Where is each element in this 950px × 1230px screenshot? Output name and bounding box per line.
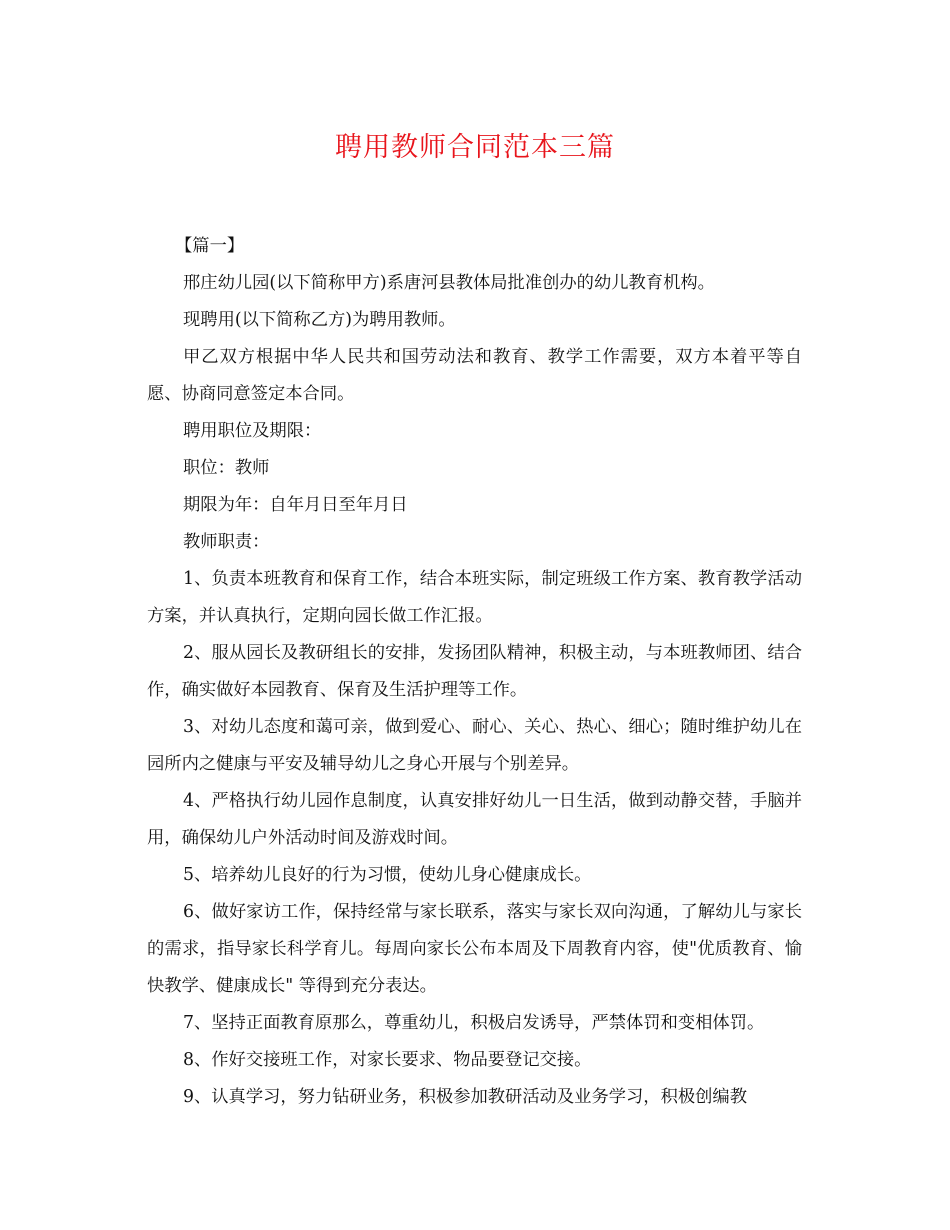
paragraph: 8、作好交接班工作，对家长要求、物品要登记交接。 xyxy=(183,1050,592,1070)
paragraph: 7、坚持正面教育原那么，尊重幼儿，积极启发诱导，严禁体罚和变相体罚。 xyxy=(183,1013,765,1033)
paragraph: 期限为年：自年月日至年月日 xyxy=(183,495,408,515)
paragraph: 4、严格执行幼儿园作息制度，认真安排好幼儿一日生活，做到动静交替，手脑并用，确保幼儿户外活动时间及游戏时间。 xyxy=(147,791,802,848)
paragraph: 职位：教师 xyxy=(183,458,270,478)
paragraph: 甲乙双方根据中华人民共和国劳动法和教育、教学工作需要，双方本着平等自愿、协商同意签定本合同。 xyxy=(147,347,802,404)
paragraph: 6、做好家访工作，保持经常与家长联系，落实与家长双向沟通，了解幼儿与家长的需求，指导家长科学育儿。每周向家长公布本周及下周教育内容，使"优质教育、愉快教学、健康成长" 等得到充分表达。 xyxy=(147,902,802,996)
paragraph: 3、对幼儿态度和蔼可亲，做到爱心、耐心、关心、热心、细心；随时维护幼儿在园所内之健康与平安及辅导幼儿之身心开展与个别差异。 xyxy=(147,717,802,774)
paragraph: 9、认真学习，努力钻研业务，积极参加教研活动及业务学习，积极创编教 xyxy=(183,1087,747,1107)
paragraph: 2、服从园长及教研组长的安排，发扬团队精神，积极主动，与本班教师团、结合作，确实做好本园教育、保育及生活护理等工作。 xyxy=(147,643,802,700)
document-title: 聘用教师合同范本三篇 xyxy=(335,132,615,163)
document-body xyxy=(147,228,802,1116)
paragraph: 教师职责： xyxy=(183,532,270,552)
section-heading: 【篇一】 xyxy=(175,236,245,256)
paragraph: 邢庄幼儿园(以下简称甲方)系唐河县教体局批准创办的幼儿教育机构。 xyxy=(183,273,715,293)
paragraph: 1、负责本班教育和保育工作，结合本班实际，制定班级工作方案、教育教学活动方案，并认真执行，定期向园长做工作汇报。 xyxy=(147,569,802,626)
paragraph: 现聘用(以下简称乙方)为聘用教师。 xyxy=(183,310,456,330)
paragraph: 聘用职位及期限： xyxy=(183,421,322,441)
paragraph: 5、培养幼儿良好的行为习惯，使幼儿身心健康成长。 xyxy=(183,865,592,885)
